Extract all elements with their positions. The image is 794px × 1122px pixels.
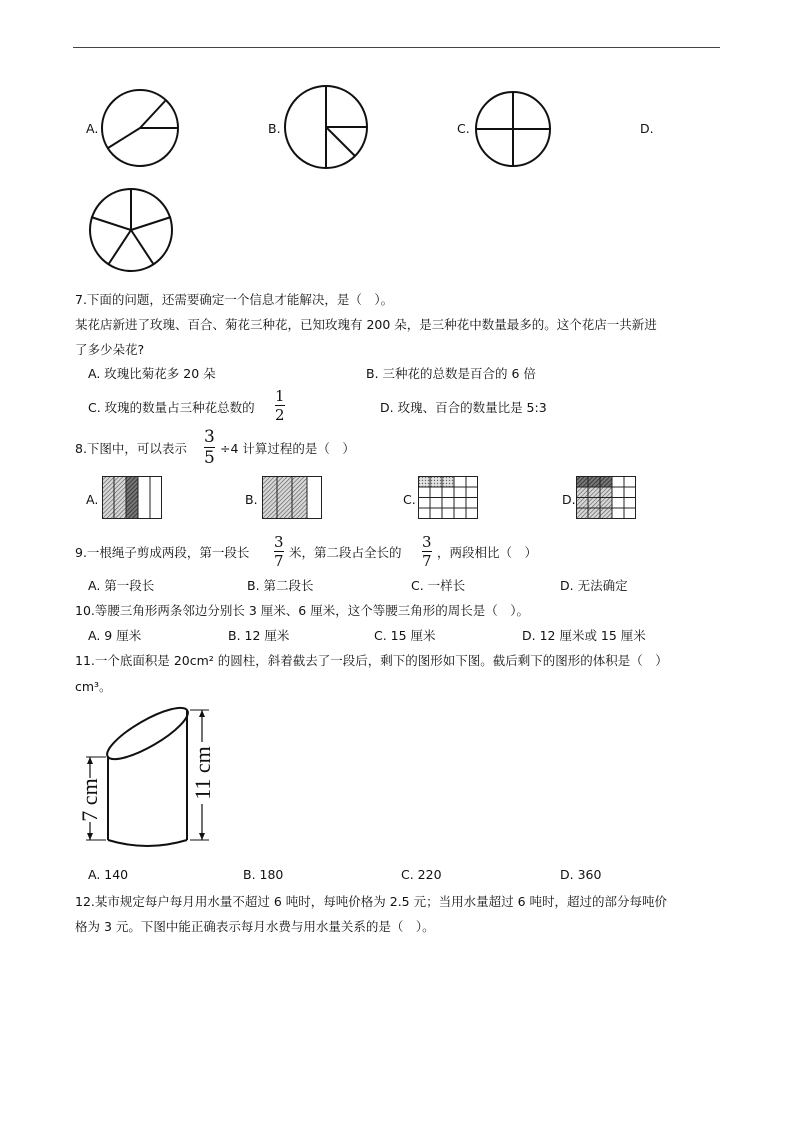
q10-option-a[interactable]: A. 9 厘米 <box>88 628 142 643</box>
q11-label-11cm: 11 cm <box>190 746 215 800</box>
q7-stem: 7.下面的问题，还需要确定一个信息才能解决，是（ ）。 <box>75 292 394 307</box>
q9-stem-b: 米，第二段占全长的 <box>289 545 402 560</box>
fraction-numerator: 3 <box>204 427 215 447</box>
q8-stem-suffix: ÷4 计算过程的是（ ） <box>220 441 355 456</box>
q6-option-d-label: D. <box>640 121 654 136</box>
q9-fraction-2 <box>422 534 432 569</box>
q7-option-b[interactable]: B. 三种花的总数是百合的 6 倍 <box>366 366 536 381</box>
q8-option-c-figure[interactable] <box>418 476 478 520</box>
fraction-numerator: 3 <box>274 533 284 551</box>
q6-option-b-label: B. <box>268 121 281 136</box>
q11-label-7cm: 7 cm <box>77 778 102 822</box>
q7-context-line1: 某花店新进了玫瑰、百合、菊花三种花，已知玫瑰有 200 朵，是三种花中数量最多的。这个花店一共新进 <box>75 317 657 332</box>
q7-context-line2: 了多少朵花? <box>75 342 145 357</box>
q10-option-d[interactable]: D. 12 厘米或 15 厘米 <box>522 628 646 643</box>
q12-stem-line1: 12.某市规定每户每月用水量不超过 6 吨时，每吨价格为 2.5 元；当用水量超过 6 吨时，超过的部分每吨价 <box>75 894 668 909</box>
q8-option-b-label: B. <box>245 492 258 507</box>
q6-option-b-circle[interactable] <box>283 84 369 170</box>
q11-option-a[interactable]: A. 140 <box>88 867 129 882</box>
q10-option-c[interactable]: C. 15 厘米 <box>374 628 436 643</box>
q9-option-b[interactable]: B. 第二段长 <box>247 578 314 593</box>
fraction-denominator: 7 <box>422 552 432 570</box>
q7-option-c[interactable]: C. 玫瑰的数量占三种花总数的 <box>88 400 255 415</box>
header-rule <box>73 47 720 48</box>
q8-stem-prefix: 8.下图中，可以表示 <box>75 441 187 456</box>
q9-option-a[interactable]: A. 第一段长 <box>88 578 155 593</box>
q9-stem-a: 9.一根绳子剪成两段，第一段长 <box>75 545 250 560</box>
q6-option-c-circle[interactable] <box>474 90 554 170</box>
q8-option-b-figure[interactable] <box>262 476 322 520</box>
fraction-denominator: 2 <box>275 406 285 424</box>
q11-option-c[interactable]: C. 220 <box>401 867 442 882</box>
q11-cut-cylinder-figure <box>77 700 224 860</box>
q9-stem-c: ，两段相比（ ） <box>437 545 538 560</box>
q8-stem-fraction <box>204 428 215 467</box>
q10-option-b[interactable]: B. 12 厘米 <box>228 628 290 643</box>
q10-stem: 10.等腰三角形两条邻边分别长 3 厘米、6 厘米，这个等腰三角形的周长是（ ）。 <box>75 603 529 618</box>
q7-option-c-fraction <box>275 388 285 423</box>
fraction-denominator: 7 <box>274 552 284 570</box>
q7-option-d[interactable]: D. 玫瑰、百合的数量比是 5:3 <box>380 400 547 415</box>
q6-option-a-label: A. <box>86 121 99 136</box>
fraction-denominator: 5 <box>204 448 215 468</box>
q9-option-c[interactable]: C. 一样长 <box>411 578 466 593</box>
q8-option-d-label: D. <box>562 492 576 507</box>
q8-option-a-label: A. <box>86 492 99 507</box>
q12-stem-line2: 格为 3 元。下图中能正确表示每月水费与用水量关系的是（ ）。 <box>75 919 435 934</box>
q6-option-c-label: C. <box>457 121 470 136</box>
q6-option-d-circle[interactable] <box>88 187 176 275</box>
q6-option-a-circle[interactable] <box>100 88 182 170</box>
q11-stem-line1: 11.一个底面积是 20cm² 的圆柱，斜着截去了一段后，剩下的图形如下图。截后剩下的图形的体积是（ ） <box>75 653 668 668</box>
q11-stem-line2: cm³。 <box>75 679 112 694</box>
q9-option-d[interactable]: D. 无法确定 <box>560 578 628 593</box>
q8-option-c-label: C. <box>403 492 416 507</box>
q7-option-a[interactable]: A. 玫瑰比菊花多 20 朵 <box>88 366 216 381</box>
q9-fraction-1 <box>274 534 284 569</box>
q11-option-d[interactable]: D. 360 <box>560 867 602 882</box>
fraction-numerator: 3 <box>422 533 432 551</box>
q8-option-a-figure[interactable] <box>102 476 162 520</box>
q11-option-b[interactable]: B. 180 <box>243 867 284 882</box>
fraction-numerator: 1 <box>275 387 285 405</box>
q8-option-d-figure[interactable] <box>576 476 636 520</box>
